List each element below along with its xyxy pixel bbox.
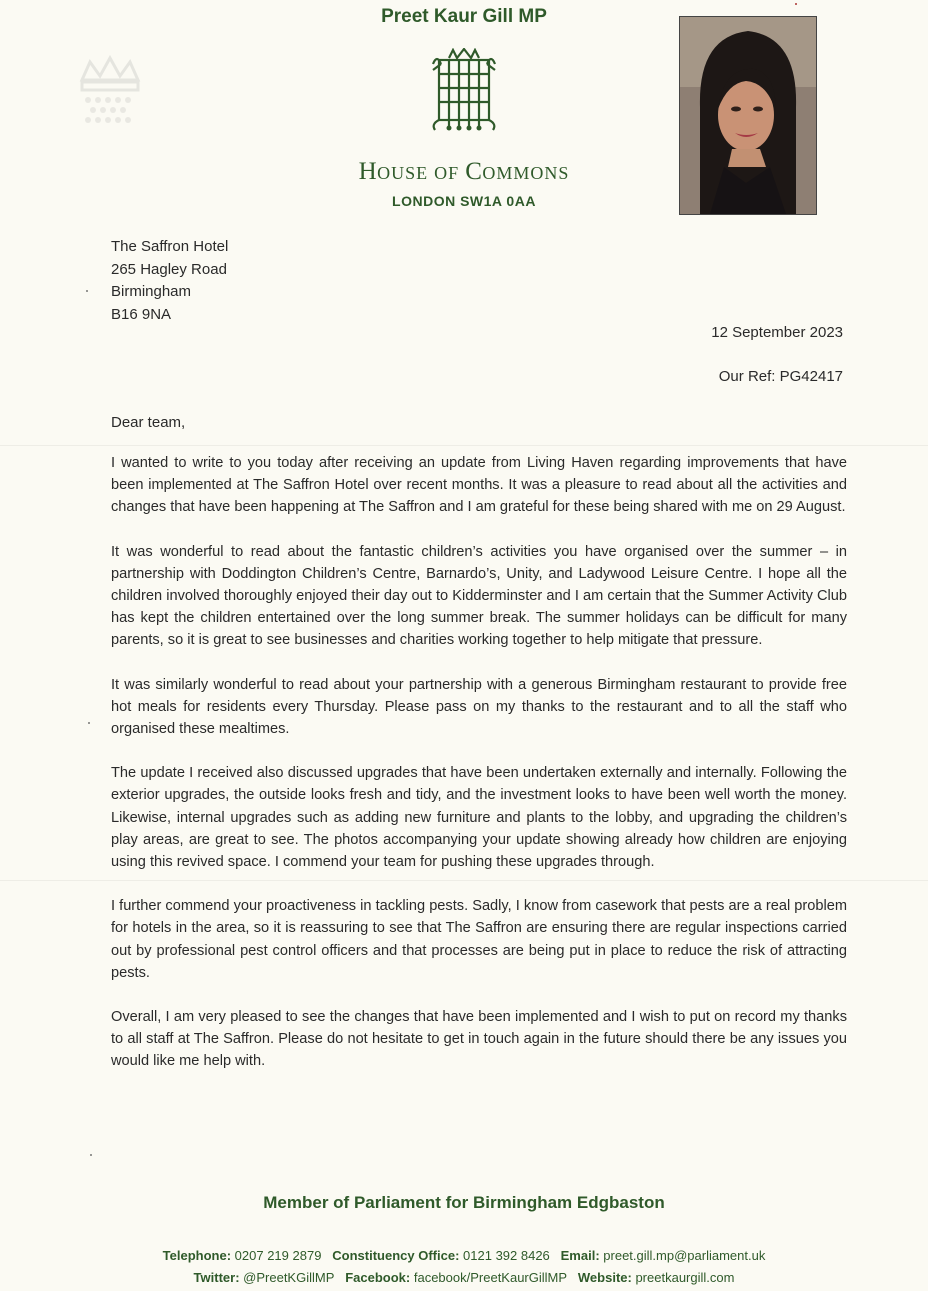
address-line: Birmingham [111, 283, 192, 301]
constituency-label: Constituency Office: [332, 1248, 460, 1263]
telephone-value: 0207 219 2879 [234, 1248, 322, 1263]
embossed-crown-seal-icon [68, 50, 152, 134]
body-paragraph: Overall, I am very pleased to see the changes that have been implemented and I wish to put on record my thanks to all staff at The Saffron. Please do not hesitate to get in touch again in the future should there be any issues you would like me help with. [111, 1009, 847, 1070]
email-value: preet.gill.mp@parliament.uk [603, 1248, 766, 1263]
body-paragraph: It was wonderful to read about the fantastic children’s activities you have organised over the summer – in partnership with Doddington Children’s Centre, Barnardo’s, Unity, and Ladywood Leisure Centre. I hope all the children involved thoroughly enjoyed their day out to Kidderminster and I am certain that the Summer Activity Club has kept the children entertained over the long summer break. The summer holidays can be difficult for many parents, so it is great to see businesses and charities working together to help mitigate that pressure. [111, 543, 847, 649]
salutation: Dear team, [111, 414, 186, 431]
footer-constituency-title: Member of Parliament for Birmingham Edgbaston [263, 1193, 665, 1212]
email-label: Email: [560, 1248, 600, 1263]
twitter-value: @PreetKGillMP [243, 1270, 335, 1285]
mp-portrait-photo [679, 16, 817, 215]
constituency-value: 0121 392 8426 [463, 1248, 550, 1263]
footer-contact-line [0, 1248, 928, 1263]
letter-body [111, 452, 847, 1095]
twitter-label: Twitter: [193, 1270, 240, 1285]
website-label: Website: [577, 1270, 632, 1285]
address-line: B16 9NA [111, 305, 172, 323]
mp-name-heading: Preet Kaur Gill MP [381, 6, 547, 27]
paper-speck [90, 1154, 92, 1156]
facebook-value: facebook/PreetKaurGillMP [413, 1270, 568, 1285]
recipient-address [111, 236, 228, 326]
facebook-label: Facebook: [345, 1270, 411, 1285]
body-paragraph: I wanted to write to you today after receiving an update from Living Haven regarding improvements that have been implemented at The Saffron Hotel over recent months. It was a pleasure to read about all the activities and changes that have been happening at The Saffron and I am grateful for these being shared with me on 29 August. [111, 455, 847, 516]
house-of-commons-heading: HOUSE OF COMMONS [358, 158, 570, 185]
portcullis-emblem-icon [427, 48, 501, 132]
telephone-label: Telephone: [162, 1248, 232, 1263]
body-paragraph: The update I received also discussed upgrades that have been undertaken externally and internally. Following the exterior upgrades, the outside looks fresh and tidy, and the investment looks to have been well worth the money. Likewise, internal upgrades such as adding new furniture and plants to the lobby, and upgrading the children’s play areas, are great to see. The photos accompanying your update showing already how children are enjoying using this revived space. I commend your team for pushing these upgrades through. [111, 765, 847, 871]
body-paragraph: It was similarly wonderful to read about your partnership with a generous Birmingham restaurant to provide free hot meals for residents every Thursday. Please pass on my thanks to the restaurant and to all the staff who organised these mealtimes. [111, 676, 847, 738]
address-line: The Saffron Hotel [111, 238, 229, 255]
paper-speck [795, 3, 797, 5]
parliament-address: LONDON SW1A 0AA [392, 193, 536, 209]
body-paragraph: I further commend your proactiveness in tackling pests. Sadly, I know from casework that pests are a real problem for hotels in the area, so it is reassuring to see that The Saffron are ensuring there are regular inspections carried out by professional pest control officers and that processes are being put in place to reduce the risk of attracting pests. [111, 898, 847, 981]
letter-reference: Our Ref: PG42417 [718, 368, 843, 385]
paper-speck [88, 722, 90, 724]
paper-speck [86, 290, 88, 292]
address-line: 265 Hagley Road [111, 260, 227, 278]
letter-date: 12 September 2023 [711, 324, 843, 341]
paper-fold-line [0, 445, 928, 446]
footer-social-line [0, 1270, 928, 1285]
website-value: preetkaurgill.com [635, 1270, 735, 1285]
